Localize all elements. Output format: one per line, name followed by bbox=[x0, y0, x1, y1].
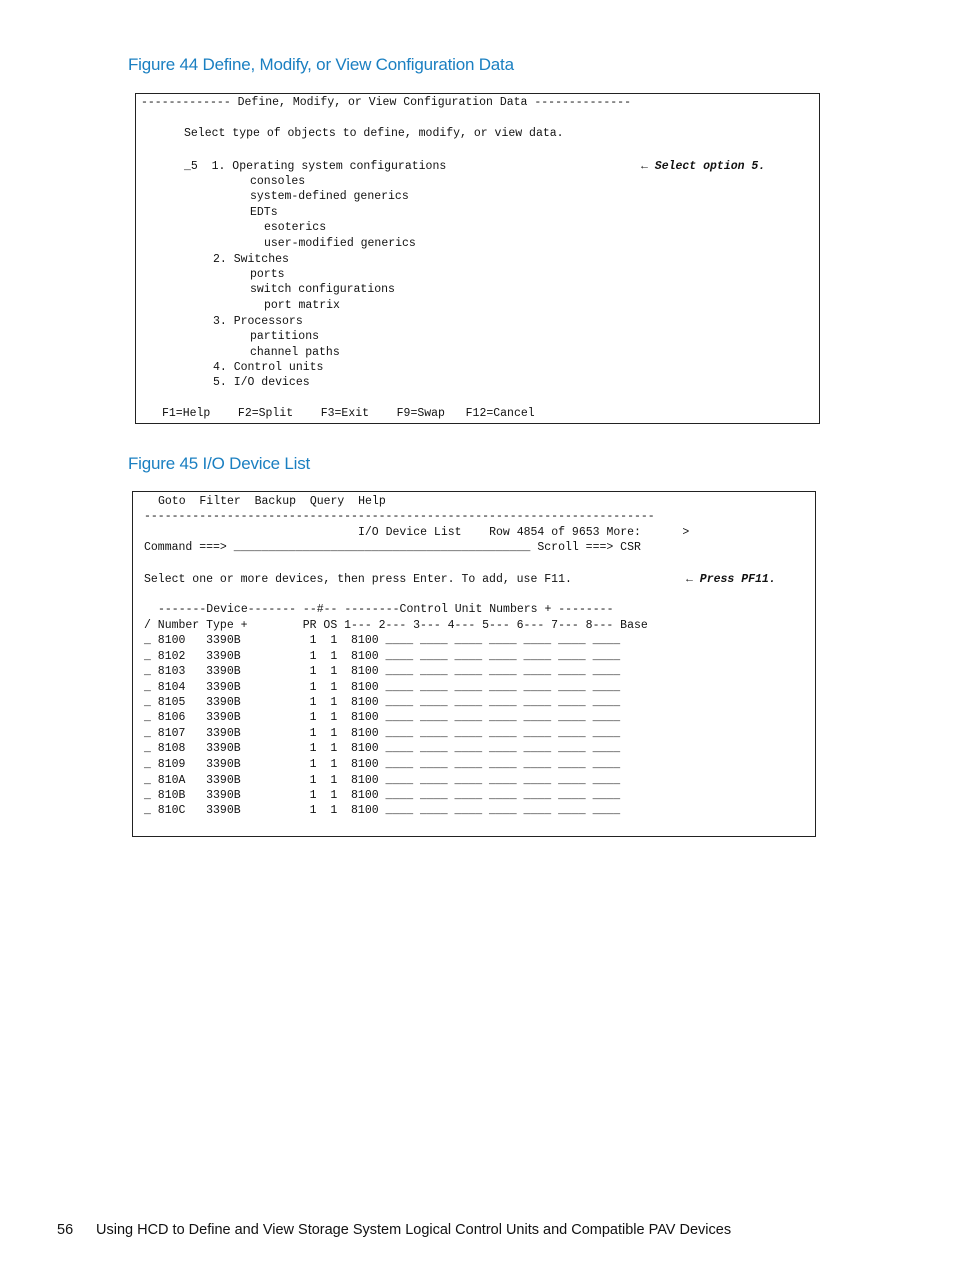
table-row[interactable]: _ 8107 3390B 1 1 8100 ____ ____ ____ ____ ____ ____ ____ bbox=[144, 727, 621, 740]
table-row[interactable]: _ 810A 3390B 1 1 8100 ____ ____ ____ ____ ____ ____ ____ bbox=[144, 774, 621, 787]
table-row[interactable]: _ 8108 3390B 1 1 8100 ____ ____ ____ ____ ____ ____ ____ bbox=[144, 742, 621, 755]
table-row[interactable]: _ 8109 3390B 1 1 8100 ____ ____ ____ ____ ____ ____ ____ bbox=[144, 758, 621, 771]
table-row[interactable]: _ 8106 3390B 1 1 8100 ____ ____ ____ ____ ____ ____ ____ bbox=[144, 711, 621, 724]
menu-item-control-units[interactable]: 4. Control units bbox=[213, 361, 324, 374]
function-key-bar: F1=Help F2=Split F3=Exit F9=Swap F12=Cancel bbox=[162, 407, 535, 420]
menu-subitem-edts: EDTs bbox=[250, 206, 278, 219]
menu-subitem-ports: ports bbox=[250, 268, 285, 281]
table-row[interactable]: _ 8100 3390B 1 1 8100 ____ ____ ____ ____ ____ ____ ____ bbox=[144, 634, 621, 647]
press-pf11-note: ← Press PF11. bbox=[686, 573, 776, 586]
command-line[interactable]: Command ===> ___________________________________________ Scroll ===> CSR bbox=[144, 541, 641, 554]
footer-text: Using HCD to Define and View Storage System Logical Control Units and Compatible PAV Devices bbox=[96, 1222, 732, 1238]
menu-subitem-switch-configurations: switch configurations bbox=[250, 283, 395, 296]
table-row[interactable]: _ 8103 3390B 1 1 8100 ____ ____ ____ ____ ____ ____ ____ bbox=[144, 665, 621, 678]
menu-item-io-devices[interactable]: 5. I/O devices bbox=[213, 376, 310, 389]
action-bar-separator: -------------------------------------------------------------------------- bbox=[144, 510, 655, 523]
menu-subitem-user-modified-generics: user-modified generics bbox=[264, 237, 416, 250]
table-row[interactable]: _ 810B 3390B 1 1 8100 ____ ____ ____ ____ ____ ____ ____ bbox=[144, 789, 621, 802]
instruction-text: Select one or more devices, then press Enter. To add, use F11. bbox=[144, 573, 572, 586]
figure-45-caption: Figure 45 I/O Device List bbox=[128, 454, 311, 473]
menu-item-switches[interactable]: 2. Switches bbox=[213, 253, 289, 266]
table-row[interactable]: _ 8105 3390B 1 1 8100 ____ ____ ____ ____ ____ ____ ____ bbox=[144, 696, 621, 709]
configuration-data-screen bbox=[135, 93, 820, 424]
column-header: / Number Type + PR OS 1--- 2--- 3--- 4--- 5--- 6--- 7--- 8--- Base bbox=[144, 619, 648, 632]
panel-title: ------------- Define, Modify, or View Configuration Data -------------- bbox=[141, 96, 631, 109]
table-row[interactable]: _ 810C 3390B 1 1 8100 ____ ____ ____ ____ ____ ____ ____ bbox=[144, 804, 621, 817]
menu-subitem-port-matrix: port matrix bbox=[264, 299, 340, 312]
menu-item-os-configurations[interactable]: _5 1. Operating system configurations bbox=[184, 160, 447, 173]
menu-item-processors[interactable]: 3. Processors bbox=[213, 315, 303, 328]
action-bar[interactable]: Goto Filter Backup Query Help bbox=[158, 495, 386, 508]
table-row[interactable]: _ 8104 3390B 1 1 8100 ____ ____ ____ ____ ____ ____ ____ bbox=[144, 681, 621, 694]
menu-subitem-system-defined-generics: system-defined generics bbox=[250, 190, 409, 203]
panel-title-row: I/O Device List Row 4854 of 9653 More: > bbox=[358, 526, 690, 539]
menu-subitem-partitions: partitions bbox=[250, 330, 320, 343]
menu-subitem-esoterics: esoterics bbox=[264, 221, 327, 234]
menu-subitem-channel-paths: channel paths bbox=[250, 346, 340, 359]
select-option-note: ← Select option 5. bbox=[641, 160, 766, 173]
column-group-header: -------Device------- --#-- --------Control Unit Numbers + -------- bbox=[158, 603, 614, 616]
page-number: 56 bbox=[57, 1222, 74, 1238]
menu-subitem-consoles: consoles bbox=[250, 175, 306, 188]
instruction-text: Select type of objects to define, modify, or view data. bbox=[184, 127, 564, 140]
table-row[interactable]: _ 8102 3390B 1 1 8100 ____ ____ ____ ____ ____ ____ ____ bbox=[144, 650, 621, 663]
figure-44-caption: Figure 44 Define, Modify, or View Configuration Data bbox=[128, 55, 514, 74]
io-device-list-screen bbox=[132, 491, 816, 837]
